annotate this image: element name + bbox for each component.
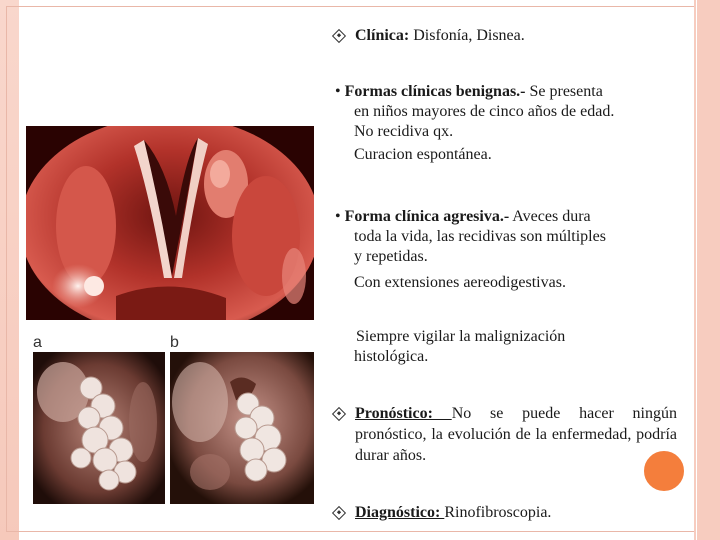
benignas-bullet: • bbox=[335, 83, 341, 100]
photo-label-b: b bbox=[170, 334, 179, 351]
benignas-label: Formas clínicas benignas.- bbox=[344, 83, 526, 100]
agresiva-line-3: y repetidas. bbox=[354, 248, 428, 265]
vigilar-line-1: Siempre vigilar la malignización bbox=[356, 328, 566, 345]
agresiva-line-2: toda la vida, las recidivas son múltiples bbox=[354, 228, 606, 245]
clinica-label: Clínica: bbox=[355, 27, 410, 44]
right-decor-line bbox=[696, 0, 697, 540]
agresiva-bullet: • bbox=[335, 208, 341, 225]
diagnostico-item bbox=[355, 503, 685, 523]
diagnostico-label: Diagnóstico: bbox=[355, 504, 445, 521]
diagnostico-text: Rinofibroscopia. bbox=[444, 504, 552, 521]
pronostico-label: Pronóstico: bbox=[355, 405, 452, 422]
benignas-item bbox=[335, 82, 685, 165]
photo-label-a: a bbox=[33, 334, 42, 351]
benignas-line-1: Se presenta bbox=[525, 83, 603, 100]
agresiva-label: Forma clínica agresiva.- bbox=[344, 208, 510, 225]
agresiva-line-4: Con extensiones aereodigestivas. bbox=[354, 274, 566, 291]
agresiva-item bbox=[335, 207, 685, 293]
clinica-item bbox=[355, 26, 685, 46]
vigilar-note bbox=[354, 327, 684, 367]
vigilar-line-2: histológica. bbox=[354, 348, 429, 365]
agresiva-line-1: Aveces dura bbox=[509, 208, 591, 225]
benignas-line-3: No recidiva qx. bbox=[354, 123, 454, 140]
pronostico-text: No se puede hacer ningún pronóstico, la evolución de la enfermedad, podría durar años. bbox=[355, 405, 677, 464]
right-decor-strip bbox=[694, 0, 720, 540]
papilloma-photo-b bbox=[170, 352, 314, 504]
pronostico-item bbox=[355, 403, 677, 466]
benignas-line-2: en niños mayores de cinco años de edad. bbox=[354, 103, 615, 120]
benignas-line-4: Curacion espontánea. bbox=[354, 146, 492, 163]
papilloma-photo-a bbox=[33, 352, 165, 504]
clinica-text: Disfonía, Disnea. bbox=[409, 27, 525, 44]
larynx-photo bbox=[26, 126, 314, 320]
